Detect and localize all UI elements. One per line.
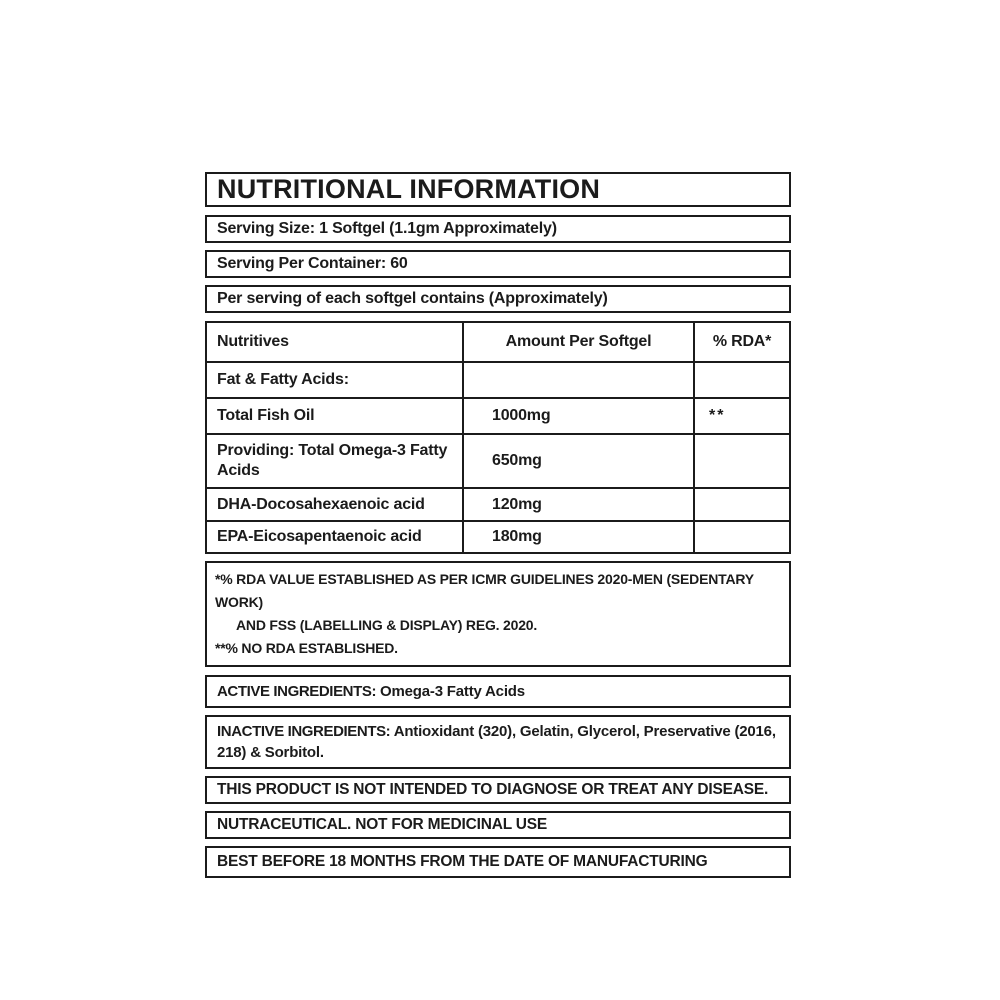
nutraceutical-text: NUTRACEUTICAL. NOT FOR MEDICINAL USE bbox=[217, 816, 548, 833]
best-before-text: BEST BEFORE 18 MONTHS FROM THE DATE OF MANUFACTURING bbox=[217, 853, 708, 870]
table-row-fat-fatty-acids bbox=[207, 361, 789, 397]
nutritive-name-cell: DHA-Docosahexaenoic acid bbox=[217, 495, 425, 513]
disclaimer-text: THIS PRODUCT IS NOT INTENDED TO DIAGNOSE OR TREAT ANY DISEASE. bbox=[217, 781, 769, 798]
amount-cell: 180mg bbox=[462, 522, 693, 552]
active-ingredients-value: Omega-3 Fatty Acids bbox=[380, 683, 525, 700]
header-nutritives: Nutritives bbox=[217, 333, 289, 350]
active-ingredients-label: ACTIVE INGREDIENTS: bbox=[217, 683, 377, 700]
table-header-row bbox=[207, 323, 789, 361]
disclaimer-row bbox=[205, 776, 791, 804]
label-title bbox=[205, 172, 791, 207]
label-title-text: NUTRITIONAL INFORMATION bbox=[217, 174, 601, 204]
serving-size-row bbox=[205, 215, 791, 243]
rda-cell bbox=[693, 363, 789, 397]
inactive-ingredients-row bbox=[205, 715, 791, 769]
rda-cell bbox=[693, 435, 789, 487]
nutritive-name-cell: Fat & Fatty Acids: bbox=[217, 371, 349, 388]
table-row-omega3-fatty-acids bbox=[207, 433, 789, 487]
nutritive-name-cell: Providing: Total Omega-3 Fatty Acids bbox=[217, 442, 448, 479]
rda-cell bbox=[693, 489, 789, 520]
footnote-line-3: **% NO RDA ESTABLISHED. bbox=[215, 640, 398, 656]
rda-cell: ** bbox=[693, 399, 789, 433]
table-row-epa bbox=[207, 520, 789, 552]
nutritive-name-cell: Total Fish Oil bbox=[217, 407, 315, 424]
nutritive-name-cell: EPA-Eicosapentaenoic acid bbox=[217, 528, 422, 545]
servings-per-container-text: Serving Per Container: 60 bbox=[217, 255, 408, 272]
servings-per-container-row bbox=[205, 250, 791, 278]
table-row-total-fish-oil bbox=[207, 397, 789, 433]
per-serving-note-row bbox=[205, 285, 791, 313]
nutritives-table bbox=[205, 321, 791, 554]
inactive-ingredients-value: Antioxidant (320), Gelatin, Glycerol, Preservative (2016, 218) & Sorbitol. bbox=[217, 723, 776, 761]
amount-cell bbox=[462, 363, 693, 397]
rda-footnote-row bbox=[205, 561, 791, 667]
amount-cell: 650mg bbox=[462, 435, 693, 487]
amount-cell: 120mg bbox=[462, 489, 693, 520]
table-row-dha bbox=[207, 487, 789, 520]
rda-cell bbox=[693, 522, 789, 552]
inactive-ingredients-label: INACTIVE INGREDIENTS: bbox=[217, 723, 391, 740]
nutrition-label bbox=[205, 172, 791, 878]
header-percent-rda: % RDA* bbox=[693, 323, 789, 361]
footnote-line-1: *% RDA VALUE ESTABLISHED AS PER ICMR GUIDELINES 2020-MEN (SEDENTARY WORK) bbox=[215, 571, 754, 610]
header-amount-per-softgel: Amount Per Softgel bbox=[462, 323, 693, 361]
serving-size-text: Serving Size: 1 Softgel (1.1gm Approximately) bbox=[217, 220, 557, 237]
nutraceutical-row bbox=[205, 811, 791, 839]
amount-cell: 1000mg bbox=[462, 399, 693, 433]
per-serving-note-text: Per serving of each softgel contains (Approximately) bbox=[217, 290, 608, 307]
footnote-line-2: AND FSS (LABELLING & DISPLAY) REG. 2020. bbox=[236, 617, 538, 633]
active-ingredients-row bbox=[205, 675, 791, 708]
best-before-row bbox=[205, 846, 791, 878]
